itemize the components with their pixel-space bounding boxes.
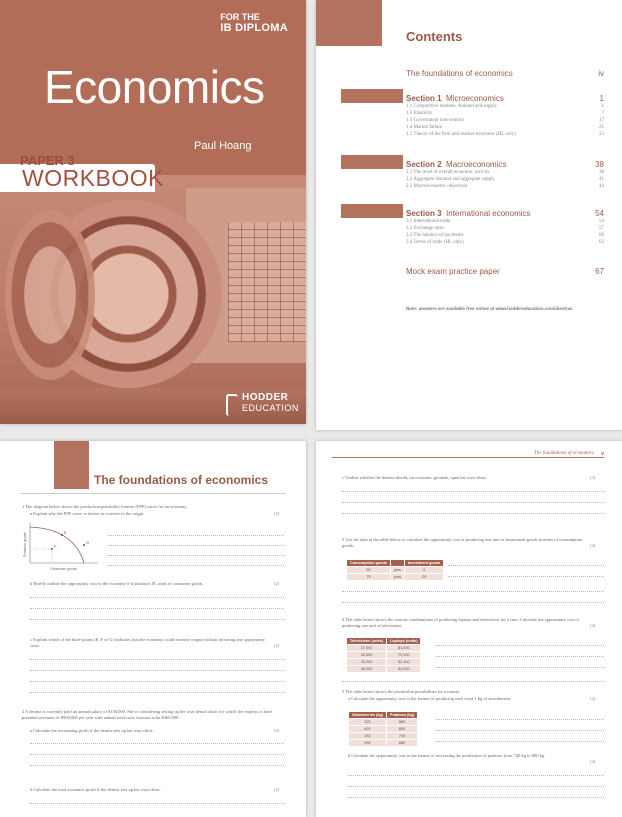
contents-heading: Contents <box>406 29 463 44</box>
answer-line[interactable] <box>30 608 284 609</box>
ppf-point-e <box>61 534 63 536</box>
marks-label: [2] <box>590 623 596 628</box>
ppf-label-g: G <box>86 540 90 545</box>
title-rule <box>20 493 286 494</box>
answer-line[interactable] <box>108 555 284 556</box>
table-header: Potatoes (kg) <box>387 712 418 719</box>
table-cell: 72,000 <box>387 652 421 659</box>
answer-line[interactable] <box>348 786 604 787</box>
foundations-page-continued <box>316 441 622 817</box>
table-cell: 20 <box>404 574 444 581</box>
contents-page <box>316 0 622 430</box>
question-5: 5 The table below shows the production possibilities for a farmer. <box>342 689 461 694</box>
toc-item[interactable]: 2.2 Aggregate demand and aggregate supply <box>406 177 495 182</box>
page-title: The foundations of economics <box>94 473 269 487</box>
table-cell: 621 <box>349 726 387 733</box>
safe-deposit-drawers <box>228 222 306 342</box>
marks-label: [2] <box>274 728 280 733</box>
toc-item-page: 60 <box>599 233 604 238</box>
section-2-bar <box>341 155 403 169</box>
toc-item-page: 54 <box>599 219 604 224</box>
book-author: Paul Hoang <box>194 140 252 152</box>
answer-line[interactable] <box>436 656 604 657</box>
ppf-label-e: E <box>64 530 67 535</box>
toc-item-page: 17 <box>599 118 604 123</box>
answer-line[interactable] <box>342 502 604 503</box>
toc-item[interactable]: 2.1 The level of overall economic activity <box>406 170 490 175</box>
book-cover <box>0 0 306 424</box>
answer-line[interactable] <box>30 670 284 671</box>
answer-line[interactable] <box>108 545 284 546</box>
table-row <box>347 666 421 673</box>
marks-label: [2] <box>274 511 280 516</box>
answer-line[interactable] <box>436 667 604 668</box>
table-cell: 320 <box>349 719 387 726</box>
ppf-y-label: Producer goods <box>23 532 27 557</box>
answer-line[interactable] <box>448 565 604 566</box>
toc-item-page: 41 <box>599 177 604 182</box>
toc-item[interactable]: 2.3 Macroeconomic objectives <box>406 184 468 189</box>
toc-item[interactable]: 1.3 Government intervention <box>406 118 464 123</box>
running-header: The foundations of economics <box>534 451 594 456</box>
table-row <box>347 567 444 574</box>
answer-line[interactable] <box>30 803 284 804</box>
answer-line[interactable] <box>342 513 604 514</box>
marks-label: [2] <box>274 581 280 586</box>
answer-line[interactable] <box>30 597 284 598</box>
toc-item[interactable]: 3.1 International trade <box>406 219 451 224</box>
toc-item[interactable]: 1.5 Theory of the firm and market structures (HL only) <box>406 132 516 137</box>
toc-foundations[interactable]: The foundations of economics <box>406 69 513 78</box>
ppf-curve <box>30 527 84 563</box>
answer-line[interactable] <box>348 775 604 776</box>
toc-item[interactable]: 1.1 Competitive markets: demand and supply <box>406 104 497 109</box>
marks-label: [2] <box>590 696 596 701</box>
answer-line[interactable] <box>436 645 604 646</box>
answer-line[interactable] <box>30 754 284 755</box>
book-subtitle: WORKBOOK <box>22 165 165 191</box>
table-header: Laptops (units) <box>387 638 421 645</box>
table-cell: 263 <box>349 733 387 740</box>
table-cell: plus <box>390 574 404 581</box>
toc-item-page: 21 <box>599 125 604 130</box>
table-cell: 90 <box>347 567 391 574</box>
question-1: 1 The diagram below shows the production possibility frontier (PPF) curve for an economy. <box>22 504 188 509</box>
toc-section-3-page: 54 <box>595 209 604 218</box>
table-header: Televisions (units) <box>347 638 387 645</box>
answer-line[interactable] <box>30 765 284 766</box>
table-cell: plus <box>390 567 404 574</box>
toc-item[interactable]: 3.2 Exchange rates <box>406 226 444 231</box>
table-cell: 62,100 <box>387 659 421 666</box>
question-3: 3 Use the data in the table below to calculate the opportunity cost of producing one unit of investment goods in terms of consumption goods. <box>342 537 583 548</box>
corner-accent <box>316 0 382 46</box>
section-1-bar <box>341 89 403 103</box>
question-1c: c Explain which of the three points (E, F or G) indicates that the economy could increase output without incurring any opportunity costs. <box>30 637 265 648</box>
toc-section-2[interactable]: Section 2 Macroeconomics <box>406 160 507 169</box>
answers-note: Note: answers are available free online at www.hoddereducation.com/ibextras <box>406 306 573 311</box>
ppf-point-g <box>83 544 85 546</box>
marks-label: [2] <box>590 475 596 480</box>
table-header: Investment goods <box>404 560 444 567</box>
table-cell: 680 <box>387 740 418 747</box>
table-row <box>349 740 418 747</box>
answer-line[interactable] <box>30 659 284 660</box>
table-header <box>390 560 404 567</box>
toc-item-page: 23 <box>599 132 604 137</box>
publisher-sub: EDUCATION <box>242 403 299 413</box>
toc-section-2-page: 38 <box>595 160 604 169</box>
table-cell: 36,000 <box>347 666 387 673</box>
answer-line[interactable] <box>30 692 284 693</box>
hodder-logo-icon <box>226 394 238 416</box>
answer-line[interactable] <box>436 730 604 731</box>
toc-item[interactable]: 3.4 Terms of trade (HL only) <box>406 240 464 245</box>
question-2c: c Outline whether the dentist should, on economic grounds, open her own clinic. <box>342 475 488 480</box>
question-2b: b Calculate the total economic profit if the dentist sets up her own clinic. <box>30 787 161 792</box>
toc-item[interactable]: 1.4 Market failure <box>406 125 443 130</box>
answer-line[interactable] <box>448 576 604 577</box>
question-1a: a Explain why the PPF curve is shown as concave to the origin. <box>30 511 145 516</box>
table-row <box>349 719 418 726</box>
ppf-label-f: F <box>54 544 57 549</box>
toc-section-1[interactable]: Section 1 Microeconomics <box>406 94 504 103</box>
page-number: v <box>601 451 604 457</box>
header-rule <box>332 457 604 458</box>
toc-foundations-page: iv <box>598 69 604 78</box>
toc-section-1-page: 1 <box>599 94 604 103</box>
table-header: Consumption goods <box>347 560 391 567</box>
toc-mock-exam[interactable]: Mock exam practice paper <box>406 267 500 276</box>
table-cell: 880 <box>387 719 418 726</box>
table-cell: 81,000 <box>387 645 421 652</box>
series-line-2: IB DIPLOMA <box>220 22 288 34</box>
table-row <box>349 726 418 733</box>
marks-label: [2] <box>590 759 596 764</box>
question-5a: a Calculate the opportunity cost to the farmer of producing each extra 1 kg of strawberries. <box>348 696 512 701</box>
answer-line[interactable] <box>342 491 604 492</box>
table-cell: 800 <box>387 726 418 733</box>
question-5b: b Calculate the opportunity cost to the farmer of increasing the production of potatoes from 740 kg to 800 kg. <box>348 753 546 758</box>
table-row <box>347 645 421 652</box>
marks-label: [2] <box>274 787 280 792</box>
question-2a: a Calculate the accounting profit if the dentist sets up her own clinic. <box>30 728 154 733</box>
answer-line[interactable] <box>342 681 604 682</box>
answer-line[interactable] <box>108 535 284 536</box>
marks-label: [2] <box>274 643 280 648</box>
table-cell: 27,000 <box>347 645 387 652</box>
question-4: 4 The table below shows the various combinations of producing laptops and televisions for a firm. Calculate the opportunity cost of producing one unit of televisions. <box>342 617 579 628</box>
toc-item[interactable]: 1.2 Elasticity <box>406 111 433 116</box>
series-label <box>220 12 288 34</box>
answer-line[interactable] <box>342 591 604 592</box>
answer-line[interactable] <box>348 797 604 798</box>
toc-item[interactable]: 3.3 The balance of payments <box>406 233 464 238</box>
table-cell: 33,000 <box>347 659 387 666</box>
question-2: 2 A dentist is currently paid an annual salary of $150,000. She is considering setting up her own dental clinic for which she expects to have potential revenues of $900,000 per year with annual total costs forecast to be $360,000. <box>22 709 273 720</box>
toc-item-page: 57 <box>599 226 604 231</box>
series-line-1: FOR THE <box>220 12 260 22</box>
table-cell: 0 <box>404 567 444 574</box>
foundations-page <box>0 441 306 817</box>
answer-line[interactable] <box>436 741 604 742</box>
question-1b: b Briefly outline the opportunity cost to the economy if it produces 0C units of consumer goods. <box>30 581 204 586</box>
ppf-diagram <box>22 521 102 571</box>
toc-item-page: 63 <box>599 240 604 245</box>
toc-mock-exam-page: 67 <box>595 267 604 276</box>
paper-label: PAPER 3 <box>20 153 75 168</box>
table-cell: 54,000 <box>387 666 421 673</box>
toc-item-page: 44 <box>599 184 604 189</box>
answer-line[interactable] <box>342 602 604 603</box>
publisher-name: HODDER <box>242 392 289 403</box>
table-cell: 30,600 <box>347 652 387 659</box>
table-cell: 75 <box>347 574 391 581</box>
vault-door <box>5 210 95 380</box>
table-row <box>349 733 418 740</box>
table-cell: 740 <box>387 733 418 740</box>
answer-line[interactable] <box>436 719 604 720</box>
ppf-x-label: Consumer goods <box>50 567 77 571</box>
answer-line[interactable] <box>108 565 284 566</box>
table-row <box>347 574 444 581</box>
title-accent-block <box>54 441 89 489</box>
answer-line[interactable] <box>30 681 284 682</box>
table-tv-laptops <box>346 637 421 673</box>
table-strawberries-potatoes <box>348 711 418 747</box>
toc-section-3[interactable]: Section 3 International economics <box>406 209 531 218</box>
section-3-bar <box>341 204 403 218</box>
table-row <box>347 659 421 666</box>
table-consumption-investment <box>346 559 444 581</box>
marks-label: [2] <box>590 543 596 548</box>
answer-line[interactable] <box>30 743 284 744</box>
table-header: Strawberries (kg) <box>349 712 387 719</box>
answer-line[interactable] <box>30 619 284 620</box>
toc-item-page: 7 <box>601 111 604 116</box>
table-row <box>347 652 421 659</box>
toc-item-page: 1 <box>601 104 604 109</box>
book-title: Economics <box>44 61 265 113</box>
table-cell: 591 <box>349 740 387 747</box>
toc-item-page: 38 <box>599 170 604 175</box>
